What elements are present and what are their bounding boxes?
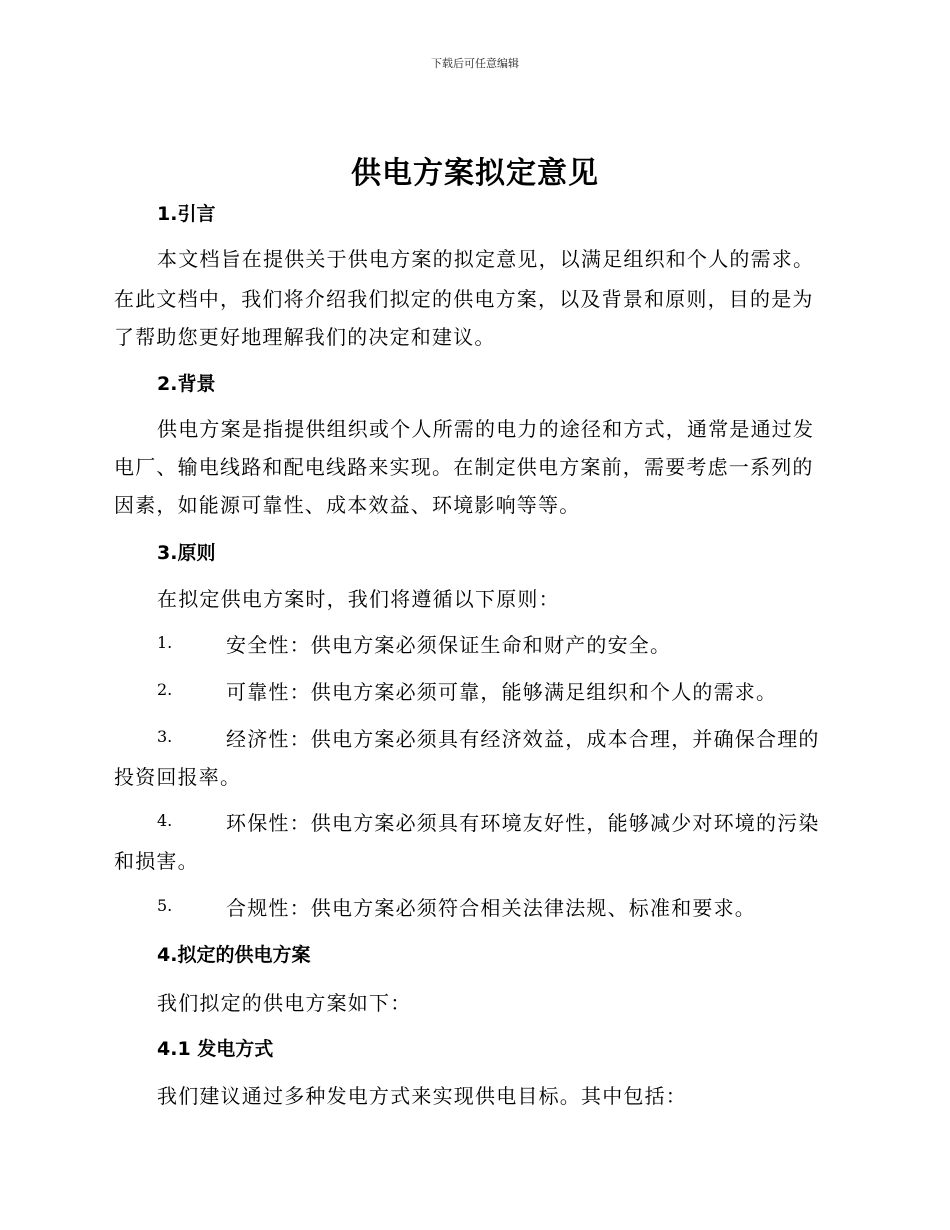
paragraph-line: 在此文档中，我们将介绍我们拟定的供电方案，以及背景和原则，目的是为	[114, 287, 814, 311]
list-item-text: 环保性：供电方案必须具有环境友好性，能够减少对环境的污染	[226, 811, 820, 835]
header-note: 下载后可任意编辑	[431, 57, 519, 70]
section-heading-intro: 1.引言	[157, 203, 216, 225]
paragraph-line: 本文档旨在提供关于供电方案的拟定意见，以满足组织和个人的需求。	[157, 247, 815, 271]
list-item-number: 5.	[157, 896, 173, 915]
principles-intro: 在拟定供电方案时，我们将遵循以下原则：	[157, 587, 560, 611]
generation-intro: 我们建议通过多种发电方式来实现供电目标。其中包括：	[157, 1084, 687, 1108]
paragraph-line: 因素，如能源可靠性、成本效益、环境影响等等。	[114, 493, 581, 517]
paragraph-line: 了帮助您更好地理解我们的决定和建议。	[114, 325, 496, 349]
list-item-text: 经济性：供电方案必须具有经济效益，成本合理，并确保合理的	[226, 727, 820, 751]
list-item-continuation: 和损害。	[114, 849, 199, 873]
list-item-text: 安全性：供电方案必须保证生命和财产的安全。	[226, 633, 672, 657]
section-heading-background: 2.背景	[157, 373, 216, 395]
list-item-number: 1.	[157, 633, 173, 652]
list-item-number: 3.	[157, 727, 173, 746]
paragraph-line: 电厂、输电线路和配电线路来实现。在制定供电方案前，需要考虑一系列的	[114, 455, 814, 479]
sub-heading-generation: 4.1 发电方式	[157, 1038, 274, 1060]
list-item-number: 2.	[157, 680, 173, 699]
plan-intro: 我们拟定的供电方案如下：	[157, 991, 412, 1015]
list-item-continuation: 投资回报率。	[114, 765, 242, 789]
page-title: 供电方案拟定意见	[351, 156, 599, 191]
section-heading-plan: 4.拟定的供电方案	[157, 944, 311, 966]
paragraph-line: 供电方案是指提供组织或个人所需的电力的途径和方式，通常是通过发	[157, 417, 815, 441]
list-item-text: 可靠性：供电方案必须可靠，能够满足组织和个人的需求。	[226, 680, 778, 704]
list-item-text: 合规性：供电方案必须符合相关法律法规、标准和要求。	[226, 896, 756, 920]
list-item-number: 4.	[157, 811, 173, 830]
section-heading-principles: 3.原则	[157, 542, 216, 564]
